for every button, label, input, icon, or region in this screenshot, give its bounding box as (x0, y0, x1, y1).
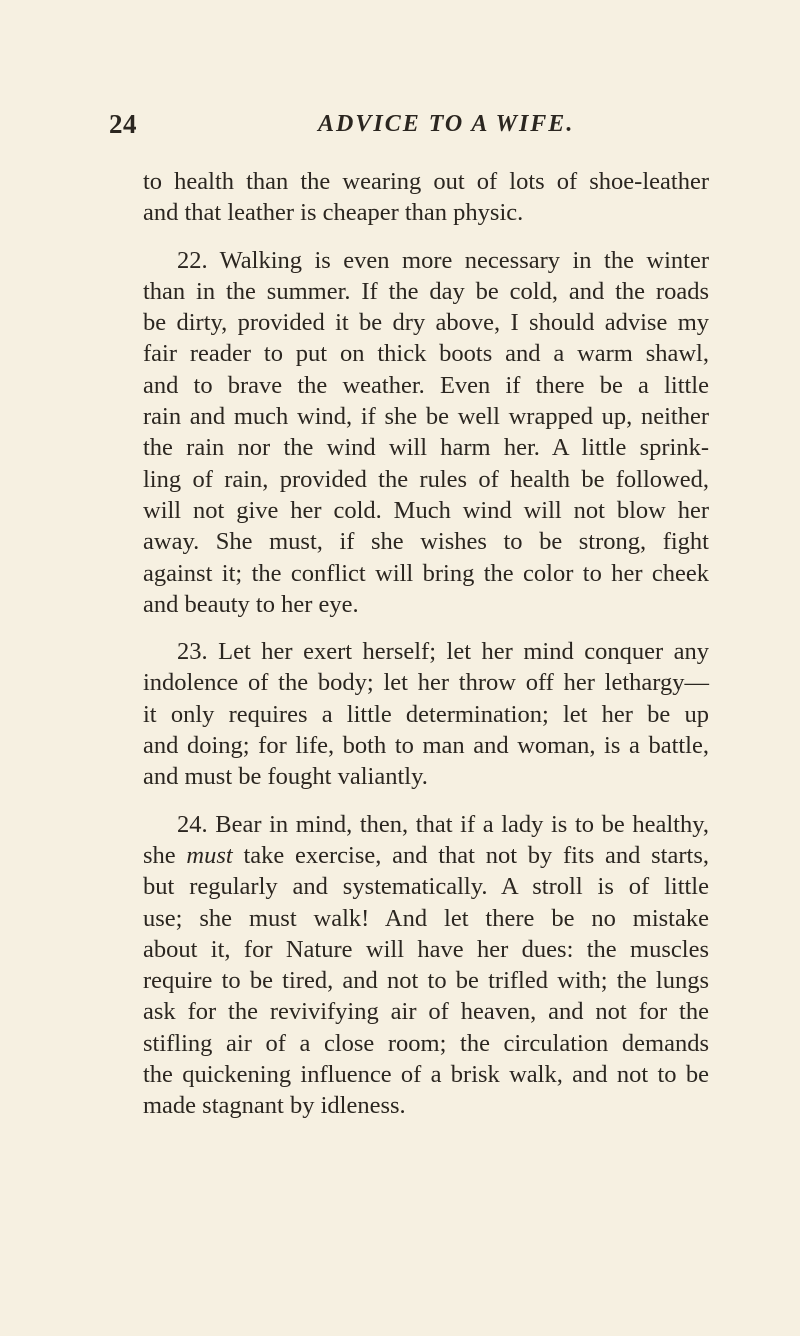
text-line: and doing; for life, both to man and woman, is a battle, (143, 732, 709, 760)
text-line: indolence of the body; let her throw off her lethargy— (143, 669, 709, 697)
text-line: but regularly and systematically. A stroll is of little (143, 873, 709, 901)
text-line: away. She must, if she wishes to be strong, fight (143, 528, 709, 556)
text-line: ask for the revivifying air of heaven, and not for the (143, 998, 709, 1026)
emphasis-text: must (186, 841, 233, 869)
text-line: and to brave the weather. Even if there be a little (143, 371, 709, 399)
page-number: 24 (109, 109, 137, 139)
text-line: 22. Walking is even more necessary in the winter (177, 246, 709, 274)
text-line: than in the summer. If the day be cold, and the roads (143, 277, 709, 305)
text-line: require to be tired, and not to be trifled with; the lungs (143, 967, 709, 995)
text-line: she must take exercise, and that not by fits and starts, (143, 841, 709, 869)
text-line: it only requires a little determination; let her be up (143, 700, 709, 728)
text-line: the rain nor the wind will harm her. A little sprink- (143, 434, 709, 462)
text-line: and beauty to her eye. (143, 590, 359, 618)
paragraph-23 (143, 636, 709, 792)
text-line: 23. Let her exert herself; let her mind conquer any (177, 638, 709, 666)
text-line: rain and much wind, if she be well wrapped up, neither (143, 403, 709, 431)
text-line: 24. Bear in mind, then, that if a lady is to be healthy, (177, 810, 709, 838)
text-line: against it; the conflict will bring the color to her cheek (143, 559, 709, 587)
text-line: and that leather is cheaper than physic. (143, 199, 524, 227)
paragraph-22 (143, 245, 709, 621)
text-line: stifling air of a close room; the circulation demands (143, 1029, 709, 1057)
text-line: be dirty, provided it be dry above, I should advise my (143, 309, 709, 337)
page-header (0, 109, 800, 149)
text-line: to health than the wearing out of lots of shoe-leather (143, 168, 709, 195)
body-text (143, 166, 709, 1138)
text-line: use; she must walk! And let there be no mistake (143, 904, 709, 932)
text-line: fair reader to put on thick boots and a warm shawl, (143, 340, 709, 368)
text-line: and must be fought valiantly. (143, 763, 428, 791)
paragraph-continuation (143, 166, 709, 229)
text-line: about it, for Nature will have her dues: the muscles (143, 935, 709, 963)
text-line: the quickening influence of a brisk walk, and not to be (143, 1061, 709, 1089)
text-line: ling of rain, provided the rules of health be followed, (143, 465, 709, 493)
text-line: made stagnant by idleness. (143, 1092, 406, 1120)
text-line: will not give her cold. Much wind will not blow her (143, 496, 709, 524)
paragraph-24 (143, 809, 709, 1122)
running-head: ADVICE TO A WIFE. (318, 111, 575, 137)
